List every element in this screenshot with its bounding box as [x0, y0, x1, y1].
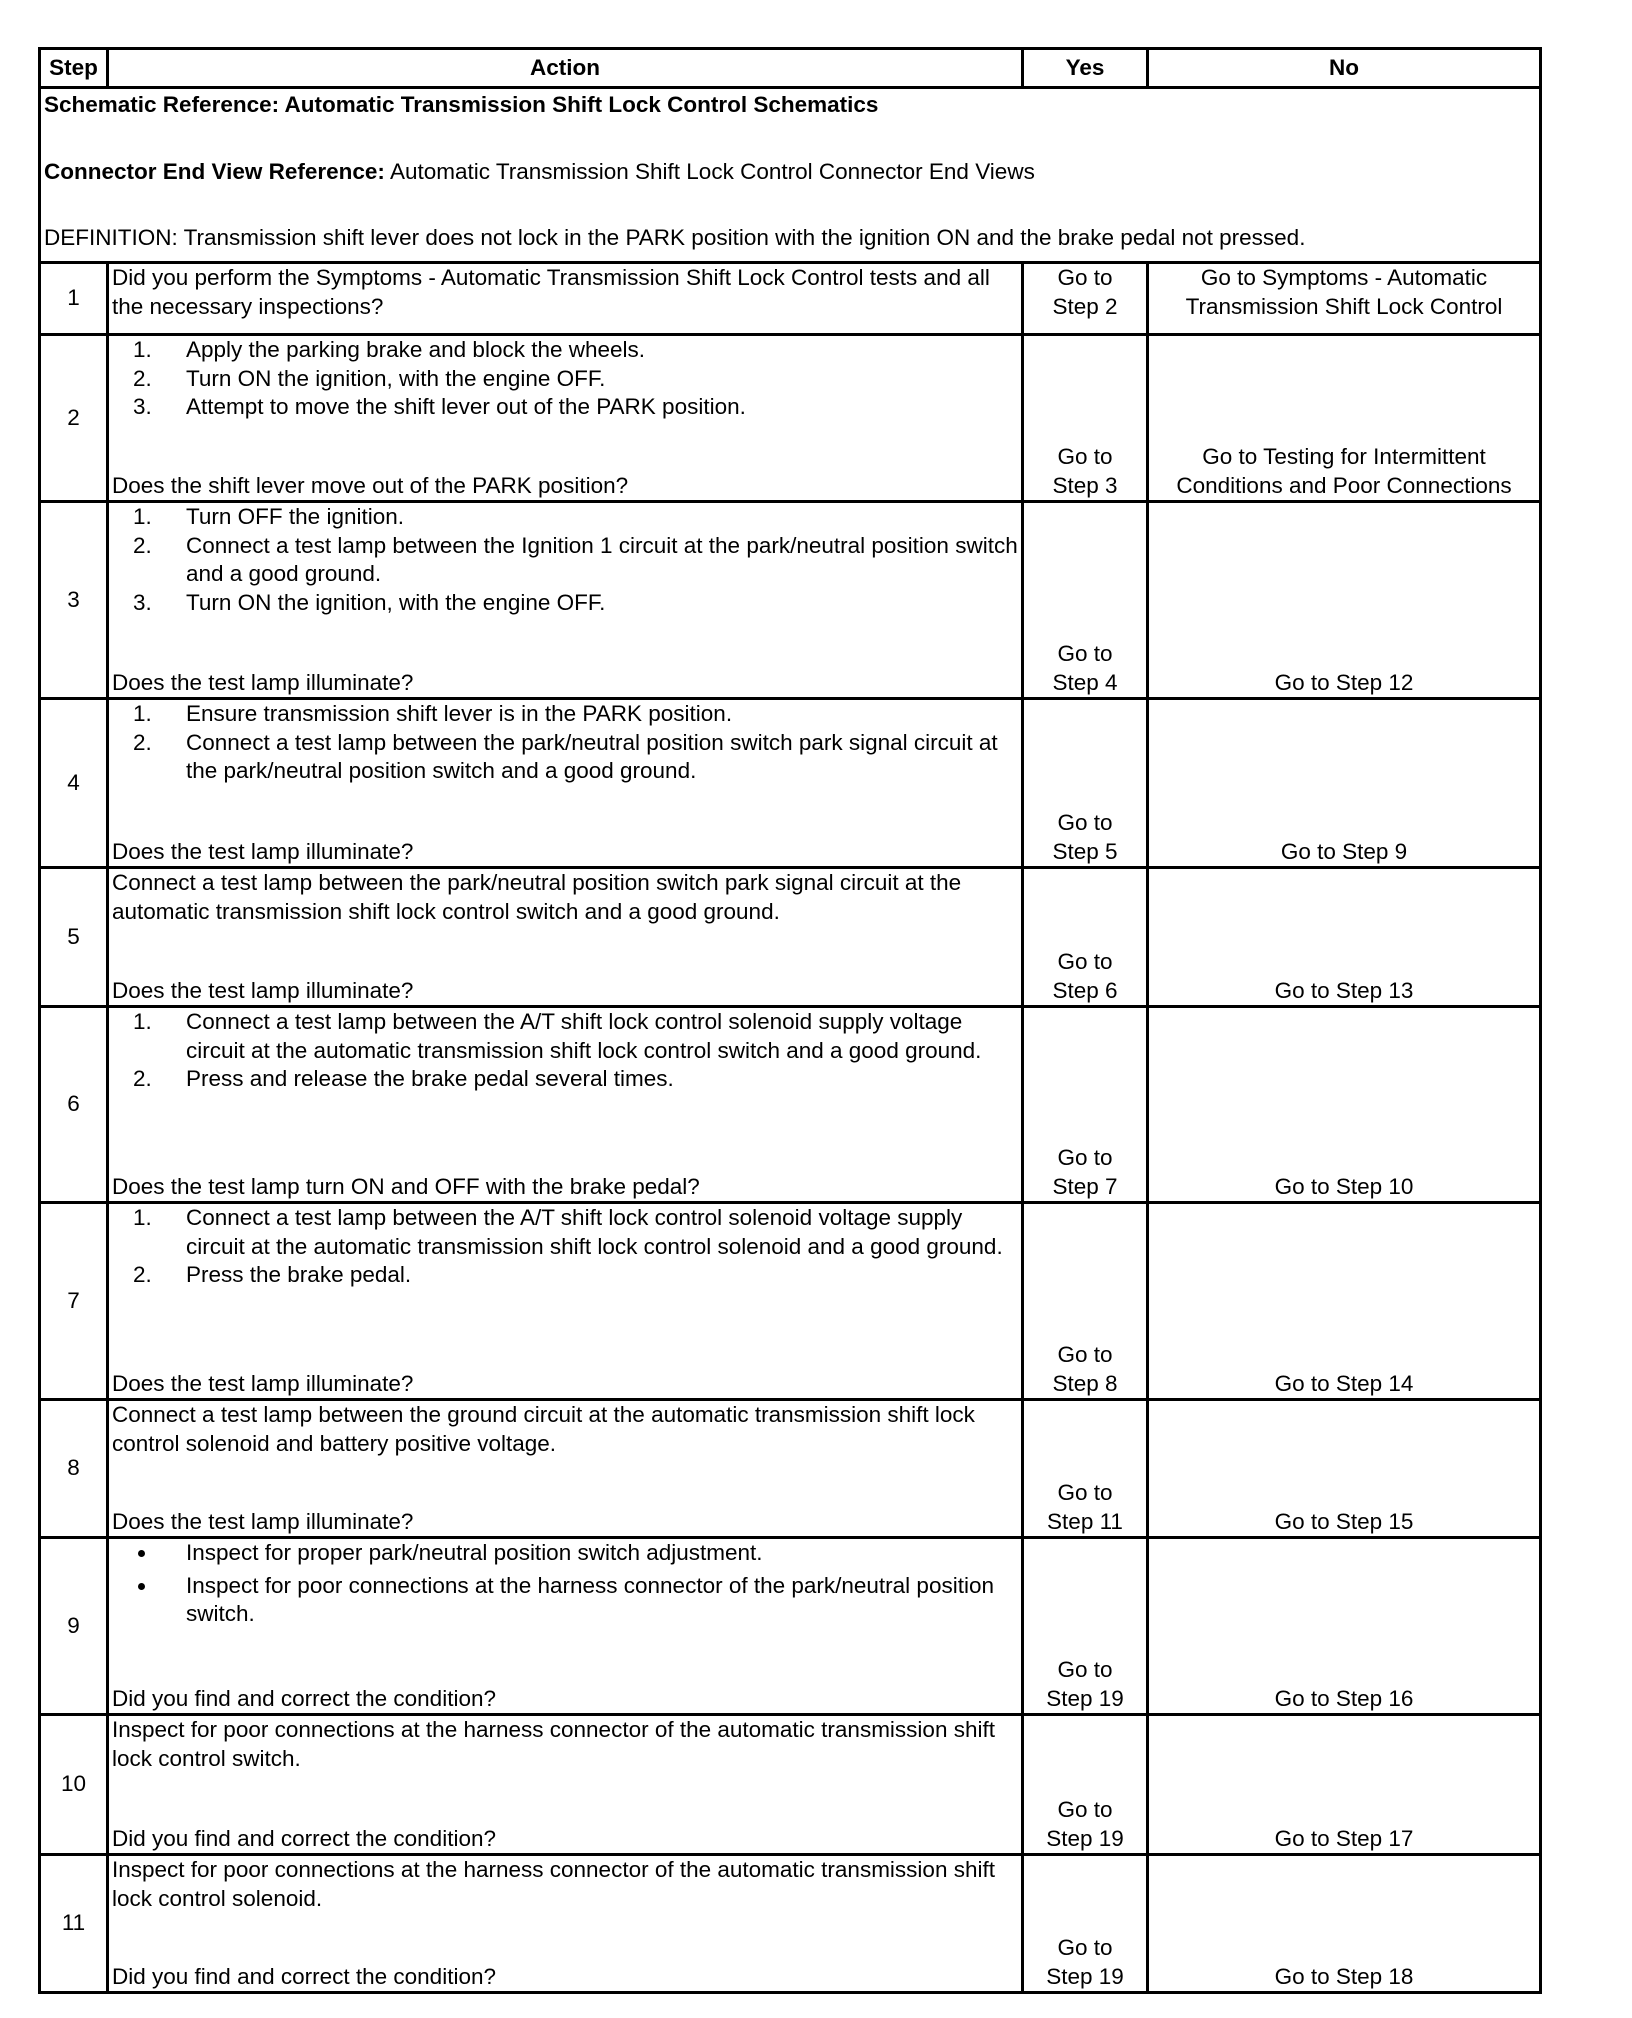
table-row [40, 335, 1541, 502]
action-text: Connect a test lamp between the ground circuit at the automatic transmission shift lock control solenoid and battery positive voltage. [112, 1402, 975, 1456]
schematic-reference: Schematic Reference: Automatic Transmission Shift Lock Control Schematics [44, 92, 879, 117]
yes-cell: Go to Step 19 [1023, 1855, 1148, 1993]
table-row [40, 1538, 1541, 1715]
action-bullets [112, 1539, 1018, 1629]
table-row [40, 1715, 1541, 1855]
diagnostic-table [38, 47, 1542, 1994]
yes-cell: Go to Step 4 [1023, 502, 1148, 699]
step-number: 4 [40, 699, 108, 868]
action-cell [108, 1400, 1023, 1538]
step-number: 9 [40, 1538, 108, 1715]
action-step: 1. Turn OFF the ignition. [158, 503, 1018, 532]
action-step: 3. Turn ON the ignition, with the engine OFF. [158, 589, 1018, 618]
action-steps [112, 1204, 1018, 1290]
yes-cell: Go to Step 7 [1023, 1007, 1148, 1203]
definition: DEFINITION: Transmission shift lever does not lock in the PARK position with the ignition ON and the brake pedal not pressed. [44, 225, 1306, 250]
action-text: Connect a test lamp between the park/neutral position switch park signal circuit at the automatic transmission shift lock control switch and a good ground. [112, 870, 962, 924]
action-text: Inspect for poor connections at the harness connector of the automatic transmission shift lock control switch. [112, 1717, 995, 1771]
action-text: Inspect for poor connections at the harness connector of the automatic transmission shift lock control solenoid. [112, 1857, 995, 1911]
action-step: 1. Apply the parking brake and block the wheels. [158, 336, 1018, 365]
action-cell [108, 1855, 1023, 1993]
no-cell: Go to Symptoms - Automatic Transmission Shift Lock Control [1148, 263, 1541, 335]
action-cell [108, 502, 1023, 699]
header-row [40, 49, 1541, 88]
table-row [40, 263, 1541, 335]
no-cell: Go to Step 17 [1148, 1715, 1541, 1855]
no-cell: Go to Step 16 [1148, 1538, 1541, 1715]
action-step: 2. Press and release the brake pedal several times. [158, 1065, 1018, 1094]
no-cell: Go to Step 18 [1148, 1855, 1541, 1993]
reference-row [40, 88, 1541, 263]
header-step: Step [40, 49, 108, 88]
action-steps [112, 700, 1018, 786]
action-cell [108, 699, 1023, 868]
header-no: No [1148, 49, 1541, 88]
yes-cell: Go to Step 11 [1023, 1400, 1148, 1538]
no-cell: Go to Step 14 [1148, 1203, 1541, 1400]
table-row [40, 868, 1541, 1007]
action-step: 3. Attempt to move the shift lever out of the PARK position. [158, 393, 1018, 422]
step-number: 2 [40, 335, 108, 502]
no-cell: Go to Step 13 [1148, 868, 1541, 1007]
action-cell [108, 1538, 1023, 1715]
step-number: 7 [40, 1203, 108, 1400]
action-step: 1. Ensure transmission shift lever is in the PARK position. [158, 700, 1018, 729]
no-cell: Go to Step 15 [1148, 1400, 1541, 1538]
table-row [40, 502, 1541, 699]
action-question: Does the test lamp illuminate? [112, 1370, 414, 1396]
action-cell [108, 1007, 1023, 1203]
action-steps [112, 503, 1018, 617]
action-question: Did you find and correct the condition? [112, 1963, 496, 1989]
action-steps [112, 1008, 1018, 1094]
table-row [40, 699, 1541, 868]
header-yes: Yes [1023, 49, 1148, 88]
action-cell [108, 263, 1023, 335]
action-cell [108, 868, 1023, 1007]
action-step: 2. Connect a test lamp between the park/neutral position switch park signal circuit at the park/neutral position switch and a good ground. [158, 729, 1018, 786]
action-question: Does the test lamp turn ON and OFF with the brake pedal? [112, 1173, 700, 1199]
action-step: 2. Turn ON the ignition, with the engine OFF. [158, 365, 1018, 394]
action-question: Does the shift lever move out of the PARK position? [112, 472, 629, 498]
action-step: 1. Connect a test lamp between the A/T shift lock control solenoid voltage supply circuit at the automatic transmission shift lock control solenoid and a good ground. [158, 1204, 1018, 1261]
table-row [40, 1203, 1541, 1400]
no-cell: Go to Step 9 [1148, 699, 1541, 868]
step-number: 10 [40, 1715, 108, 1855]
yes-cell: Go to Step 6 [1023, 868, 1148, 1007]
yes-cell: Go to Step 2 [1023, 263, 1148, 335]
action-question: Does the test lamp illuminate? [112, 1508, 414, 1534]
action-step: 2. Press the brake pedal. [158, 1261, 1018, 1290]
action-text: Did you perform the Symptoms - Automatic Transmission Shift Lock Control tests and all the necessary inspections? [112, 265, 990, 319]
action-step: 1. Connect a test lamp between the A/T shift lock control solenoid supply voltage circuit at the automatic transmission shift lock control switch and a good ground. [158, 1008, 1018, 1065]
yes-cell: Go to Step 5 [1023, 699, 1148, 868]
connector-reference: Connector End View Reference: Automatic Transmission Shift Lock Control Connector End Views [44, 158, 1035, 184]
step-number: 6 [40, 1007, 108, 1203]
step-number: 11 [40, 1855, 108, 1993]
action-question: Did you find and correct the condition? [112, 1825, 496, 1851]
no-cell: Go to Testing for Intermittent Conditions and Poor Connections [1148, 335, 1541, 502]
action-cell [108, 1715, 1023, 1855]
table-row [40, 1855, 1541, 1993]
yes-cell: Go to Step 19 [1023, 1715, 1148, 1855]
action-step: 2. Connect a test lamp between the Ignition 1 circuit at the park/neutral position switch and a good ground. [158, 532, 1018, 589]
action-bullet: • Inspect for poor connections at the harness connector of the park/neutral position switch. [158, 1572, 1018, 1629]
action-question: Does the test lamp illuminate? [112, 669, 414, 695]
yes-cell: Go to Step 19 [1023, 1538, 1148, 1715]
action-question: Does the test lamp illuminate? [112, 977, 414, 1003]
action-cell [108, 1203, 1023, 1400]
action-bullet: • Inspect for proper park/neutral position switch adjustment. [158, 1539, 1018, 1568]
header-action: Action [108, 49, 1023, 88]
step-number: 1 [40, 263, 108, 335]
action-question: Does the test lamp illuminate? [112, 838, 414, 864]
table-row [40, 1400, 1541, 1538]
yes-cell: Go to Step 3 [1023, 335, 1148, 502]
step-number: 3 [40, 502, 108, 699]
table-row [40, 1007, 1541, 1203]
action-steps [112, 336, 1018, 422]
step-number: 8 [40, 1400, 108, 1538]
no-cell: Go to Step 12 [1148, 502, 1541, 699]
action-cell [108, 335, 1023, 502]
no-cell: Go to Step 10 [1148, 1007, 1541, 1203]
action-question: Did you find and correct the condition? [112, 1685, 496, 1711]
yes-cell: Go to Step 8 [1023, 1203, 1148, 1400]
step-number: 5 [40, 868, 108, 1007]
